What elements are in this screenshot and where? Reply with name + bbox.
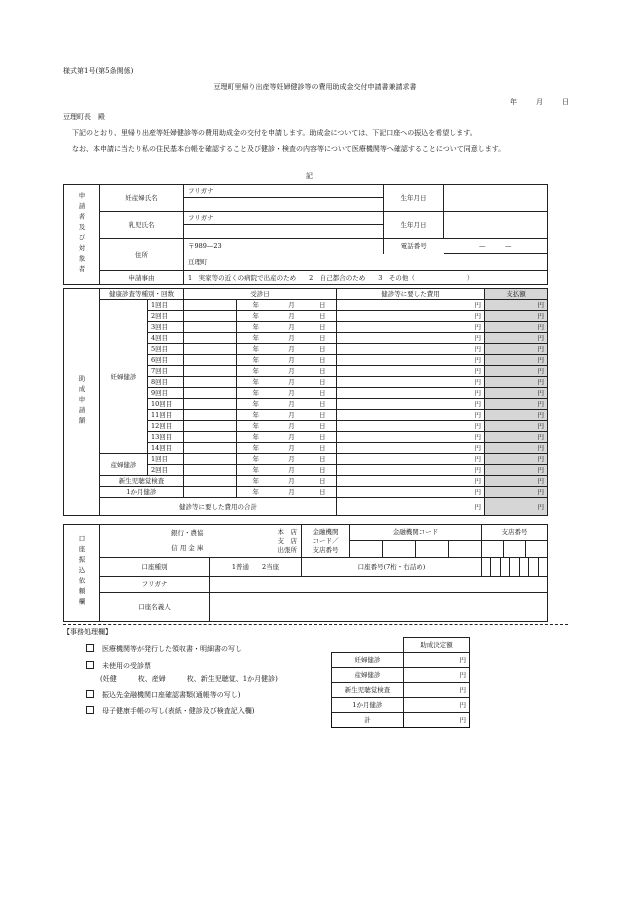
cost-cell[interactable]: 円 xyxy=(337,322,485,333)
date-y-cell[interactable]: 年 xyxy=(237,344,275,355)
hearing-test-row-label: 新生児聴覚検査 xyxy=(100,476,184,487)
visit-number: 3回目 xyxy=(148,322,184,333)
account-number-field[interactable] xyxy=(482,558,548,577)
ki-heading: 記 xyxy=(306,172,313,180)
date-spacer[interactable] xyxy=(184,443,237,454)
date-spacer[interactable] xyxy=(184,399,237,410)
bank-code-field[interactable]: 金融機関コード xyxy=(350,525,482,558)
cost-cell[interactable]: 円 xyxy=(337,300,485,311)
account-number-label: 口座番号(7桁・右詰め) xyxy=(302,558,482,577)
hearing-test-row xyxy=(64,476,548,487)
date-y-cell[interactable]: 年 xyxy=(237,454,275,465)
decision-total-row xyxy=(332,713,470,728)
checkbox-icon[interactable] xyxy=(86,690,94,698)
code-label: 金融機関 コード／ 支店番号 xyxy=(302,525,350,558)
paid-cell: 円 xyxy=(485,377,548,388)
paid-cell: 円 xyxy=(485,465,548,476)
date-d-cell[interactable]: 日 xyxy=(309,388,337,399)
cost-cell[interactable]: 円 xyxy=(337,366,485,377)
decision-amount[interactable]: 円 xyxy=(404,683,470,698)
col-date-header: 受診日 xyxy=(184,289,337,300)
date-d-cell[interactable]: 日 xyxy=(309,344,337,355)
cost-cell[interactable]: 円 xyxy=(337,443,485,454)
date-d-cell[interactable]: 日 xyxy=(309,465,337,476)
date-m-cell[interactable]: 月 xyxy=(275,454,309,465)
cost-cell[interactable]: 円 xyxy=(337,377,485,388)
mother-birthdate-label: 生年月日 xyxy=(384,185,444,212)
date-m-cell[interactable]: 月 xyxy=(275,388,309,399)
date-spacer[interactable] xyxy=(184,410,237,421)
date-month: 月 xyxy=(536,98,543,106)
intro-paragraph-2: なお、本申請に当たり私の住民基本台帳を確認すること及び健診・検査の内容等について医療機関等へ確認することについて同意します。 xyxy=(72,145,506,153)
form-number: 様式第1号(第5条関係) xyxy=(63,67,134,75)
holder-label-cell: フリガナ 口座名義人 xyxy=(100,577,210,622)
intro-paragraph-1: 下記のとおり、里帰り出産等妊婦健診等の費用助成金の交付を申請します。助成金については、下記口座への振込を希望します。 xyxy=(72,129,477,137)
decision-table xyxy=(331,637,470,728)
date-m-cell[interactable]: 月 xyxy=(275,322,309,333)
cut-line xyxy=(63,624,568,625)
date-spacer[interactable] xyxy=(184,366,237,377)
paid-cell: 円 xyxy=(485,432,548,443)
date-m-cell[interactable]: 月 xyxy=(275,300,309,311)
decision-row xyxy=(332,683,470,698)
postpartum-label: 産婦健診 xyxy=(100,454,148,476)
branch-type-label: 本 店 支 店 出張所 xyxy=(210,525,302,558)
date-y-cell[interactable]: 年 xyxy=(237,322,275,333)
date-day: 日 xyxy=(562,98,569,106)
date-y-cell[interactable]: 年 xyxy=(237,355,275,366)
infant-name-field[interactable] xyxy=(184,225,384,239)
date-d-cell[interactable]: 日 xyxy=(309,421,337,432)
address-field[interactable]: 亘理町 xyxy=(184,254,548,271)
visit-number: 2回目 xyxy=(148,465,184,476)
paid-cell: 円 xyxy=(485,410,548,421)
bank-type-label: 銀行・農協 信 用 金 庫 xyxy=(100,525,210,558)
date-d-cell[interactable]: 日 xyxy=(309,333,337,344)
office-item-unused-vouchers[interactable]: 未使用の受診票 xyxy=(86,661,151,671)
visit-number: 14回目 xyxy=(148,443,184,454)
infant-birthdate-label: 生年月日 xyxy=(384,212,444,239)
cost-cell[interactable]: 円 xyxy=(337,388,485,399)
total-label: 健診等に要した費用の合計 xyxy=(100,498,337,516)
infant-birthdate-field[interactable] xyxy=(444,212,548,239)
date-spacer[interactable] xyxy=(184,432,237,443)
visit-number: 8回目 xyxy=(148,377,184,388)
date-y-cell[interactable]: 年 xyxy=(237,311,275,322)
date-y-cell[interactable]: 年 xyxy=(237,465,275,476)
date-spacer[interactable] xyxy=(184,300,237,311)
paid-cell: 円 xyxy=(485,322,548,333)
visit-number: 1回目 xyxy=(148,300,184,311)
date-y-cell[interactable]: 年 xyxy=(237,410,275,421)
decision-header: 助成決定額 xyxy=(404,638,470,653)
phone-label: 電話番号 xyxy=(384,239,444,254)
decision-total-label: 計 xyxy=(332,713,404,728)
date-m-cell[interactable]: 月 xyxy=(275,333,309,344)
paid-cell: 円 xyxy=(485,487,548,498)
date-spacer[interactable] xyxy=(184,344,237,355)
decision-amount[interactable]: 円 xyxy=(404,653,470,668)
paid-cell: 円 xyxy=(485,476,548,487)
date-y-cell[interactable]: 年 xyxy=(237,421,275,432)
account-table xyxy=(63,524,548,622)
cost-cell[interactable]: 円 xyxy=(337,344,485,355)
date-m-cell[interactable]: 月 xyxy=(275,344,309,355)
paid-cell: 円 xyxy=(485,388,548,399)
postal-code[interactable]: 〒989—23 xyxy=(184,239,384,254)
date-spacer[interactable] xyxy=(184,487,237,498)
date-spacer[interactable] xyxy=(184,465,237,476)
checkbox-icon[interactable] xyxy=(86,706,94,714)
address-label: 住所 xyxy=(100,239,184,271)
date-m-cell[interactable]: 月 xyxy=(275,443,309,454)
total-paid-cell: 円 xyxy=(485,498,548,516)
date-y-cell[interactable]: 年 xyxy=(237,388,275,399)
cost-cell[interactable]: 円 xyxy=(337,487,485,498)
date-m-cell[interactable]: 月 xyxy=(275,476,309,487)
date-y-cell[interactable]: 年 xyxy=(237,333,275,344)
mother-name-label: 妊産婦氏名 xyxy=(100,185,184,212)
postpartum-row xyxy=(64,454,548,465)
paid-cell: 円 xyxy=(485,454,548,465)
paid-cell: 円 xyxy=(485,399,548,410)
visit-number: 5回目 xyxy=(148,344,184,355)
visit-number: 7回目 xyxy=(148,366,184,377)
date-m-cell[interactable]: 月 xyxy=(275,311,309,322)
date-d-cell[interactable]: 日 xyxy=(309,377,337,388)
visit-number: 11回目 xyxy=(148,410,184,421)
decision-total-amount[interactable]: 円 xyxy=(404,713,470,728)
decision-row-label: 産婦健診 xyxy=(332,668,404,683)
cost-cell[interactable]: 円 xyxy=(337,421,485,432)
reason-options[interactable]: 1 実家等の近くの病院で出産のため 2 自己都合のため 3 その他（ ） xyxy=(184,271,548,285)
office-heading: 【事務処理欄】 xyxy=(63,628,112,636)
phone-field[interactable]: — — xyxy=(444,239,548,254)
date-y-cell[interactable]: 年 xyxy=(237,366,275,377)
date-d-cell[interactable]: 日 xyxy=(309,311,337,322)
office-item-receipts[interactable]: 医療機関等が発行した領収書・明細書の写し xyxy=(86,644,242,654)
applicant-table xyxy=(63,184,548,285)
paid-cell: 円 xyxy=(485,344,548,355)
office-item-bank-docs[interactable]: 振込先金融機関口座確認書類(通帳等の写し) xyxy=(86,690,240,700)
date-d-cell[interactable]: 日 xyxy=(309,355,337,366)
date-y-cell[interactable]: 年 xyxy=(237,476,275,487)
date-m-cell[interactable]: 月 xyxy=(275,465,309,476)
date-spacer[interactable] xyxy=(184,454,237,465)
subsidy-table xyxy=(63,288,548,516)
form-title: 豆理町里帰り出産等妊婦健診等の費用助成金交付申請書兼請求書 xyxy=(213,83,417,91)
cost-cell[interactable]: 円 xyxy=(337,399,485,410)
date-d-cell[interactable]: 日 xyxy=(309,366,337,377)
date-d-cell[interactable]: 日 xyxy=(309,410,337,421)
cost-cell[interactable]: 円 xyxy=(337,410,485,421)
cost-cell[interactable]: 円 xyxy=(337,465,485,476)
mother-furigana-field[interactable]: フリガナ xyxy=(184,185,384,198)
checkbox-icon[interactable] xyxy=(86,661,94,669)
date-y-cell[interactable]: 年 xyxy=(237,399,275,410)
col-paid-header: 支払額 xyxy=(485,289,548,300)
date-d-cell[interactable]: 日 xyxy=(309,300,337,311)
cost-cell[interactable]: 円 xyxy=(337,454,485,465)
date-d-cell[interactable]: 日 xyxy=(309,487,337,498)
office-item-maternal-handbook[interactable]: 母子健康手帳の写し(表紙・健診及び検査記入欄) xyxy=(86,706,254,716)
cost-cell[interactable]: 円 xyxy=(337,432,485,443)
one-month-checkup-row xyxy=(64,487,548,498)
date-d-cell[interactable]: 日 xyxy=(309,454,337,465)
account-section-label: 口座振込依頼欄 xyxy=(64,525,100,622)
cost-cell[interactable]: 円 xyxy=(337,311,485,322)
paid-cell: 円 xyxy=(485,421,548,432)
date-spacer[interactable] xyxy=(184,311,237,322)
date-year: 年 xyxy=(510,98,517,106)
date-spacer[interactable] xyxy=(184,377,237,388)
date-spacer[interactable] xyxy=(184,476,237,487)
applicant-section-label: 申請者及び対象者 xyxy=(64,185,100,285)
date-spacer[interactable] xyxy=(184,355,237,366)
date-spacer[interactable] xyxy=(184,421,237,432)
date-y-cell[interactable]: 年 xyxy=(237,432,275,443)
branch-number-field[interactable]: 支店番号 xyxy=(482,525,548,558)
date-m-cell[interactable]: 月 xyxy=(275,487,309,498)
infant-furigana-field[interactable]: フリガナ xyxy=(184,212,384,225)
col-cost-header: 健診等に要した費用 xyxy=(337,289,485,300)
holder-name-field[interactable] xyxy=(210,577,548,622)
date-m-cell[interactable]: 月 xyxy=(275,366,309,377)
decision-row-label: 妊婦健診 xyxy=(332,653,404,668)
reason-label: 申請事由 xyxy=(100,271,184,285)
paid-cell: 円 xyxy=(485,366,548,377)
paid-cell: 円 xyxy=(485,333,548,344)
date-d-cell[interactable]: 日 xyxy=(309,432,337,443)
date-y-cell[interactable]: 年 xyxy=(237,300,275,311)
date-spacer[interactable] xyxy=(184,322,237,333)
visit-number: 2回目 xyxy=(148,311,184,322)
paid-cell: 円 xyxy=(485,300,548,311)
mother-birthdate-field[interactable] xyxy=(444,185,548,212)
mother-name-field[interactable] xyxy=(184,198,384,212)
addressee: 豆理町長 殿 xyxy=(63,113,105,121)
infant-name-label: 乳児氏名 xyxy=(100,212,184,239)
decision-row-label: 1か月健診 xyxy=(332,698,404,713)
date-m-cell[interactable]: 月 xyxy=(275,377,309,388)
decision-row xyxy=(332,698,470,713)
date-y-cell[interactable]: 年 xyxy=(237,377,275,388)
decision-amount[interactable]: 円 xyxy=(404,668,470,683)
visit-number: 6回目 xyxy=(148,355,184,366)
paid-cell: 円 xyxy=(485,355,548,366)
cost-cell[interactable]: 円 xyxy=(337,476,485,487)
date-y-cell[interactable]: 年 xyxy=(237,487,275,498)
paid-cell: 円 xyxy=(485,311,548,322)
visit-number: 10回目 xyxy=(148,399,184,410)
date-y-cell[interactable]: 年 xyxy=(237,443,275,454)
subsidy-section-label: 助成申請額 xyxy=(64,289,100,516)
date-m-cell[interactable]: 月 xyxy=(275,355,309,366)
date-m-cell[interactable]: 月 xyxy=(275,399,309,410)
col-type-header: 健康診査等種別・回数 xyxy=(100,289,184,300)
date-m-cell[interactable]: 月 xyxy=(275,432,309,443)
date-d-cell[interactable]: 日 xyxy=(309,399,337,410)
paid-cell: 円 xyxy=(485,443,548,454)
date-m-cell[interactable]: 月 xyxy=(275,410,309,421)
date-spacer[interactable] xyxy=(184,333,237,344)
visit-number: 1回目 xyxy=(148,454,184,465)
date-d-cell[interactable]: 日 xyxy=(309,476,337,487)
total-cost-cell[interactable]: 円 xyxy=(337,498,485,516)
decision-row xyxy=(332,668,470,683)
office-unused-detail: (妊健 枚、産婦 枚、新生児聴覚、1か月健診) xyxy=(100,675,278,683)
checkbox-icon[interactable] xyxy=(86,644,94,652)
decision-row-label: 新生児聴覚検査 xyxy=(332,683,404,698)
date-m-cell[interactable]: 月 xyxy=(275,421,309,432)
visit-number: 4回目 xyxy=(148,333,184,344)
account-type-options[interactable]: 1普通 2当座 xyxy=(210,558,302,577)
date-d-cell[interactable]: 日 xyxy=(309,322,337,333)
cost-cell[interactable]: 円 xyxy=(337,333,485,344)
cost-cell[interactable]: 円 xyxy=(337,355,485,366)
decision-row xyxy=(332,653,470,668)
date-spacer[interactable] xyxy=(184,388,237,399)
total-row xyxy=(64,498,548,516)
prenatal-label: 妊婦健診 xyxy=(100,300,148,454)
visit-number: 9回目 xyxy=(148,388,184,399)
visit-number: 12回目 xyxy=(148,421,184,432)
prenatal-row xyxy=(64,300,548,311)
visit-number: 13回目 xyxy=(148,432,184,443)
date-d-cell[interactable]: 日 xyxy=(309,443,337,454)
one-month-checkup-row-label: 1か月健診 xyxy=(100,487,184,498)
account-type-label: 口座種別 xyxy=(100,558,210,577)
decision-amount[interactable]: 円 xyxy=(404,698,470,713)
